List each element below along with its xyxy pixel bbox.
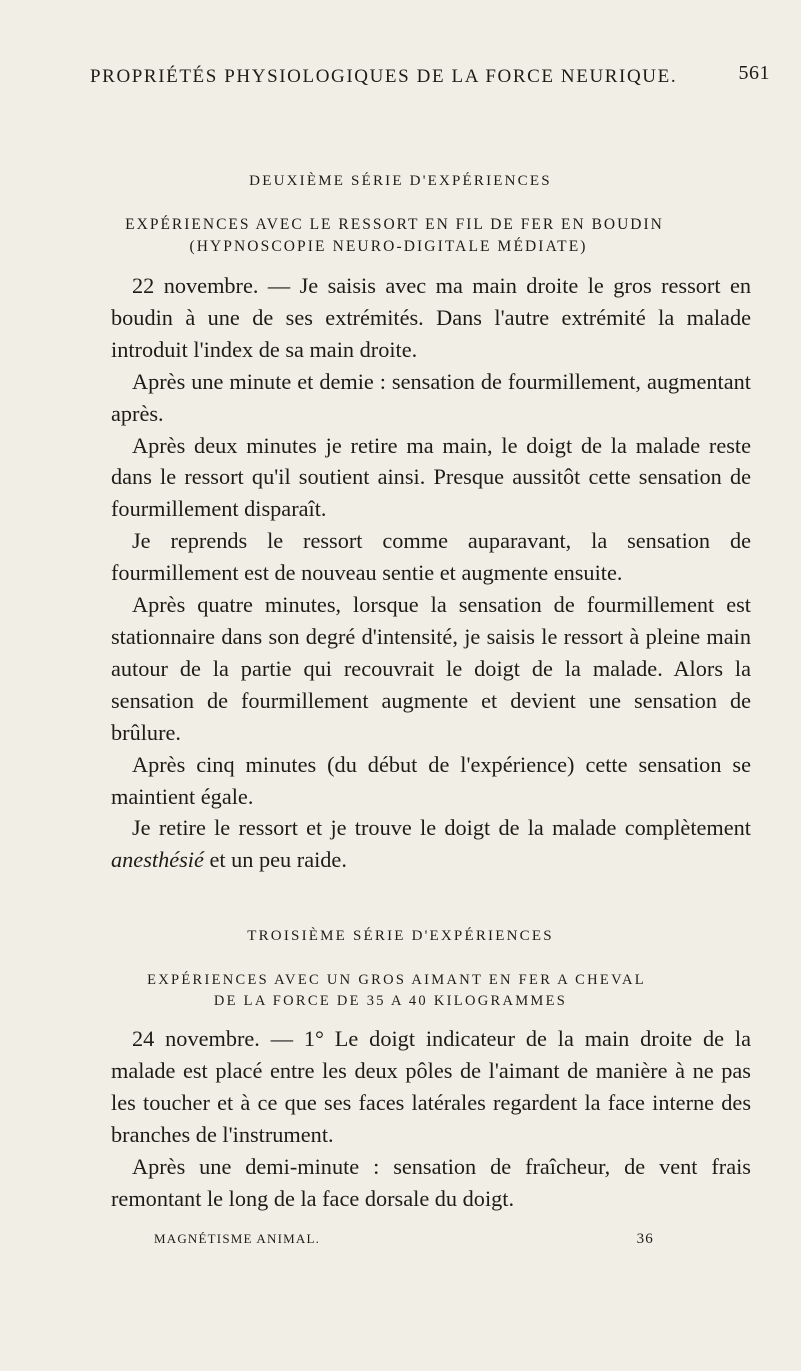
section-2-subheading-line-2: (HYPNOSCOPIE NEURO-DIGITALE MÉDIATE) bbox=[189, 238, 588, 255]
running-head bbox=[90, 62, 770, 88]
section-3-heading: TROISIÈME SÉRIE D'EXPÉRIENCES bbox=[247, 928, 554, 944]
page-footer bbox=[154, 1231, 654, 1247]
paragraph: Après deux minutes je retire ma main, le doigt de la malade reste dans le ressort qu'il soutient ainsi. Presque aussitôt cette sensation de fourmillement disparaît. bbox=[111, 432, 751, 522]
section-2-heading: DEUXIÈME SÉRIE D'EXPÉRIENCES bbox=[249, 173, 552, 189]
paragraph-text: Je retire le ressort et je trouve le doigt de la malade complètement bbox=[132, 815, 751, 841]
paragraph: 24 novembre. — 1° Le doigt indicateur de la main droite de la malade est placé entre les deux pôles de l'aimant de manière à ne pas les toucher et à ce que ses faces latérales regardent la face interne des branches de l'instrument. bbox=[111, 1026, 751, 1147]
page-number: 561 bbox=[738, 62, 770, 84]
paragraph: Je reprends le ressort comme auparavant, la sensation de fourmillement est de nouveau sentie et augmente ensuite. bbox=[111, 528, 751, 586]
running-title: PROPRIÉTÉS PHYSIOLOGIQUES DE LA FORCE NEURIQUE. bbox=[90, 66, 678, 87]
footer-book-title: MAGNÉTISME ANIMAL. bbox=[154, 1231, 321, 1246]
paragraph: Après une minute et demie : sensation de fourmillement, augmentant après. bbox=[111, 368, 751, 426]
paragraph: Après cinq minutes (du début de l'expérience) cette sensation se maintient égale. bbox=[111, 751, 751, 809]
italic-word: anesthésié bbox=[111, 847, 204, 873]
section-2-subheading-line-1: EXPÉRIENCES AVEC LE RESSORT EN FIL DE FER EN BOUDIN bbox=[125, 216, 664, 233]
paragraph-last bbox=[111, 812, 751, 876]
section-3-subheading-line-2: DE LA FORCE DE 35 A 40 KILOGRAMMES bbox=[213, 993, 568, 1009]
section-2-body bbox=[111, 270, 751, 876]
paragraph: 22 novembre. — Je saisis avec ma main droite le gros ressort en boudin à une de ses extrémités. Dans l'autre extrémité la malade introduit l'index de sa main droite. bbox=[111, 273, 751, 362]
section-3-body bbox=[111, 1023, 751, 1214]
paragraph-text: et un peu raide. bbox=[203, 847, 347, 873]
section-3-subheading-line-1: EXPÉRIENCES AVEC UN GROS AIMANT EN FER A CHEVAL bbox=[147, 972, 646, 988]
paragraph: Après quatre minutes, lorsque la sensation de fourmillement est stationnaire dans son degré d'intensité, je saisis le ressort à pleine main autour de la partie qui recouvrait le doigt de la malade. Alors la sensation de fourmillement augmente et devient une sensation de brûlure. bbox=[111, 592, 751, 745]
paragraph: Après une demi-minute : sensation de fraîcheur, de vent frais remontant le long de la face dorsale du doigt. bbox=[111, 1153, 751, 1211]
signature-mark: 36 bbox=[636, 1231, 654, 1247]
